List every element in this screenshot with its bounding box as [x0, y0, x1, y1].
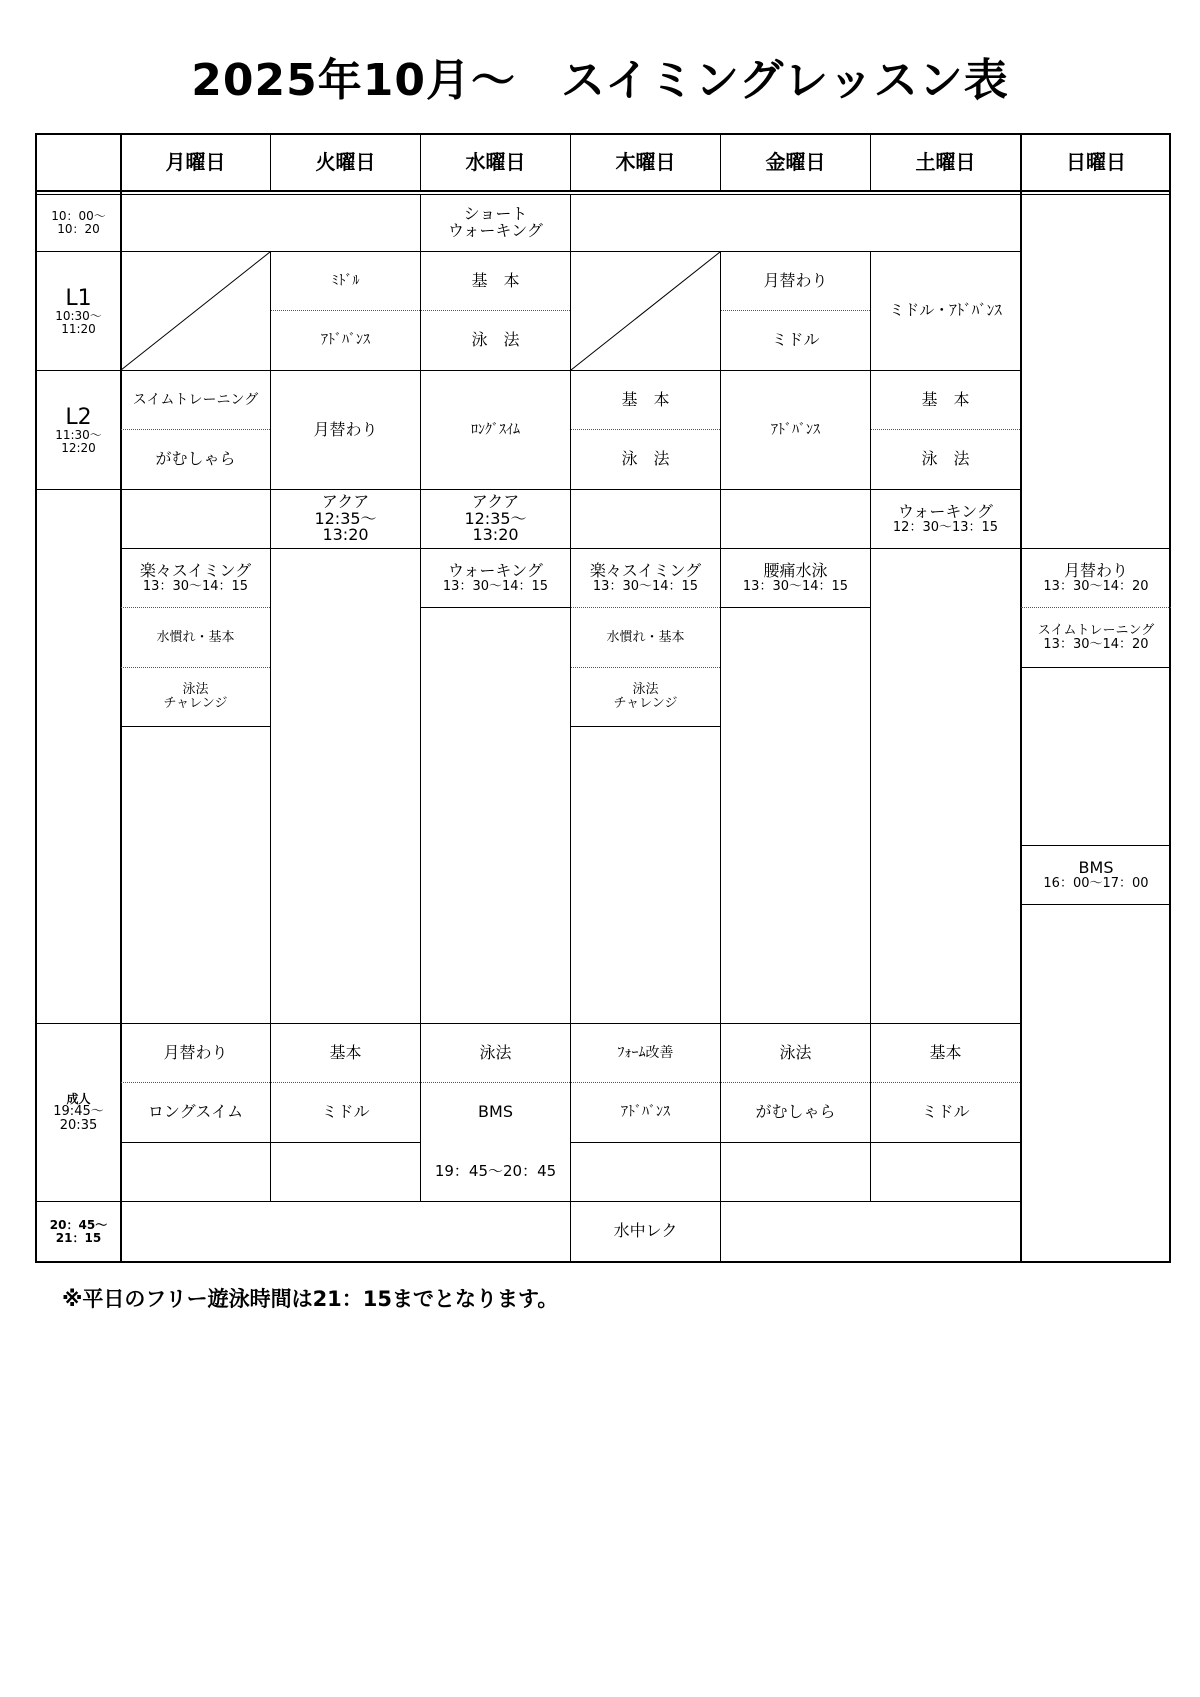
- l1-wed-top: 基 本: [471, 270, 520, 290]
- day-header-mon: 月曜日: [165, 150, 226, 174]
- adult-wed-top: 泳法: [479, 1042, 512, 1062]
- raku-swim-mon: 楽々スイミング 13：30～14：15: [139, 560, 252, 594]
- l1-fri-top: 月替わり: [763, 270, 828, 290]
- l1-sat: ミドル・ｱﾄﾞﾊﾞﾝｽ: [889, 301, 1002, 320]
- adult-mon-bottom: ロングスイム: [147, 1102, 244, 1122]
- raku-mon-b: 泳法 チャレンジ: [163, 682, 228, 711]
- l1-wed-bottom: 泳 法: [471, 330, 520, 350]
- day-header-thu: 木曜日: [615, 150, 676, 174]
- row-label-l1: L1 10:30～ 11:20: [55, 285, 102, 336]
- aqua-wed: アクア 12:35～ 13:20: [464, 491, 527, 545]
- day-header-wed: 水曜日: [465, 150, 526, 174]
- l2-wed: ﾛﾝｸﾞｽｲﾑ: [471, 421, 520, 438]
- free-swim-note: ※平日のフリー遊泳時間は21：15までとなります。: [62, 1287, 559, 1311]
- adult-sat-top: 基本: [929, 1042, 962, 1062]
- walking-wed: ウォーキング 13：30～14：15: [442, 560, 549, 594]
- l2-sat-top: 基 本: [921, 389, 970, 409]
- empty-cell-diagonal: [570, 251, 720, 370]
- aqua-tue: アクア 12:35～ 13:20: [314, 491, 377, 545]
- l1-tue-top: ﾐﾄﾞﾙ: [331, 272, 360, 289]
- empty-cell-diagonal: [120, 251, 270, 370]
- day-header-fri: 金曜日: [765, 150, 826, 174]
- l2-thu-bottom: 泳 法: [621, 449, 670, 469]
- back-pain-fri: 腰痛水泳 13：30～14：15: [742, 560, 849, 594]
- l2-mon-top: スイムトレーニング: [132, 391, 259, 408]
- adult-mon-top: 月替わり: [163, 1042, 228, 1062]
- row-label-short-time: 10：00～ 10：20: [51, 209, 106, 236]
- walking-sat: ウォーキング 12：30～13：15: [892, 501, 999, 535]
- row-label-adult: 成人 19:45～ 20:35: [53, 1091, 104, 1133]
- adult-tue-top: 基本: [329, 1042, 362, 1062]
- adult-wed-time: 19：45～20：45: [434, 1162, 557, 1181]
- raku-mon-a: 水慣れ・基本: [156, 629, 235, 645]
- sun-monthly: 月替わり 13：30～14：20: [1043, 560, 1149, 594]
- row-label-late-time: 20：45～ 21：15: [49, 1217, 108, 1245]
- page-title: 2025年10月～ スイミングレッスン表: [191, 55, 1009, 106]
- l2-tue: 月替わり: [313, 419, 378, 439]
- short-walking-wed: ショート ウォーキング: [448, 204, 543, 240]
- l2-sat-bottom: 泳 法: [921, 449, 970, 469]
- adult-tue-bottom: ミドル: [321, 1102, 370, 1122]
- row-label-l2: L2 11:30～ 12:20: [55, 404, 102, 455]
- l1-fri-bottom: ミドル: [771, 330, 820, 350]
- adult-thu-top: ﾌｫｰﾑ改善: [617, 1044, 674, 1061]
- l2-mon-bottom: がむしゃら: [155, 449, 236, 469]
- l2-thu-top: 基 本: [621, 389, 670, 409]
- adult-thu-bottom: ｱﾄﾞﾊﾞﾝｽ: [621, 1104, 670, 1121]
- raku-thu-b: 泳法 チャレンジ: [613, 682, 678, 711]
- l2-fri: ｱﾄﾞﾊﾞﾝｽ: [771, 421, 820, 438]
- day-header-tue: 火曜日: [315, 150, 376, 174]
- sun-swim-training: スイムトレーニング 13：30～14：20: [1037, 622, 1155, 652]
- day-header-sun: 日曜日: [1066, 150, 1126, 174]
- sun-bms: BMS 16：00～17：00: [1043, 857, 1149, 891]
- l1-tue-bottom: ｱﾄﾞﾊﾞﾝｽ: [321, 332, 370, 349]
- day-header-sat: 土曜日: [915, 150, 976, 174]
- water-rec-thu: 水中レク: [613, 1221, 678, 1241]
- adult-fri-top: 泳法: [779, 1042, 812, 1062]
- adult-sat-bottom: ミドル: [921, 1102, 970, 1122]
- adult-fri-bottom: がむしゃら: [755, 1102, 836, 1122]
- raku-thu-a: 水慣れ・基本: [606, 629, 685, 645]
- adult-wed-bottom: BMS: [478, 1102, 513, 1122]
- raku-swim-thu: 楽々スイミング 13：30～14：15: [589, 560, 702, 594]
